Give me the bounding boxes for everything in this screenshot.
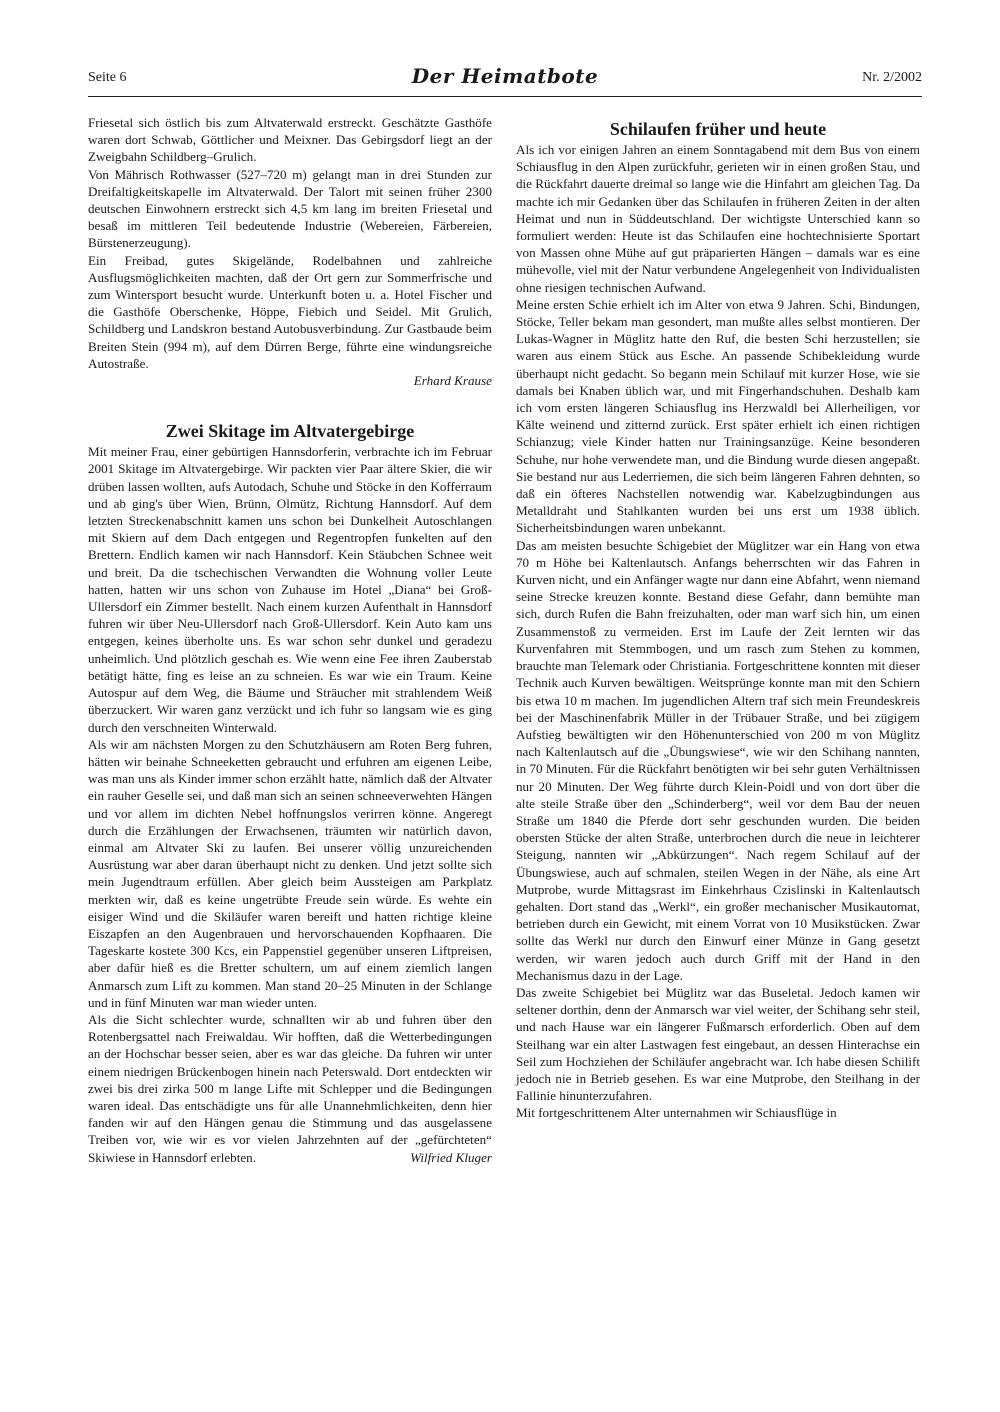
article-paragraph-text: Als die Sicht schlechter wurde, schnallten wir ab und fuhren über den Rotenbergsattel nach Freiwaldau. Wir hofften, daß die Wetterbedingungen an der Hochschar besser seien, aber es war das gleiche. Da fuhren wir unter einem niedrigen Brückenbogen hinein nach Peterswald. Dort entdeckten wir zwei bis drei zirka 500 m lange Lifte mit Schlepper und die Bedingungen waren ideal. Das entschädigte uns für alle Unannehmlichkeiten, denn hier fanden wir auf den Hängen genau die Stimmung und das ausgelassene Treiben vor, wie wir es vor vielen Jahrzehnten auf der „gefürchteten“ Skiwiese in Hannsdorf erlebten. — [88, 1011, 492, 1165]
page-number: Seite 6 — [88, 70, 127, 85]
article-title-skitage: Zwei Skitage im Altvatergebirge — [165, 421, 415, 442]
article-paragraph: Als ich vor einigen Jahren an einem Sonntagabend mit dem Bus von einem Schiausflug in den Alpen zurückfuhr, gerieten wir in einen großen Stau, und die Rückfahrt dauerte dreimal so lange wie die Hinfahrt am gleichen Tag. Da machte ich mir Gedanken über das Schilaufen in früheren Zeiten in der alten Heimat und nun in Süddeutschland. Der wichtigste Unterschied kann so formuliert werden: Heute ist das Schilaufen eine hochtechnisierte Sportart von Massen ohne Mühe auf gut präparierten Hängen – damals war es eine mühevolle, viel mit der Natur verbundene Angelegenheit von Individualisten ohne riesigen technischen Aufwand. — [516, 142, 920, 295]
article-title-schilaufen: Schilaufen früher und heute — [609, 119, 827, 139]
intro-paragraph: Friesetal sich östlich bis zum Altvaterwald erstreckt. Geschätzte Gasthöfe waren dort Schwab, Göttlicher und Meixner. Das Gebirgsdorf liegt an der Zweigbahn Schildberg–Grulich. — [88, 115, 492, 165]
article-paragraph — [88, 1011, 492, 1166]
left-column — [88, 114, 492, 1166]
article-paragraph: Als wir am nächsten Morgen zu den Schutzhäusern am Roten Berg fuhren, hätten wir beinahe Schneeketten gebraucht und erfuhren am eigenen Leibe, was man uns als Kinder immer schon erzählt hatte, nämlich daß der Altvater ein rauher Geselle sei, und daß man sich an seinen schneeverwehten Hängen und vor allem im dichten Nebel hoffnungslos verirren könne. Angeregt durch die Erzählungen der Erwachsenen, träumten wir natürlich davon, einmal am Altvater Ski zu laufen. Bei unserer völlig unzureichenden Ausrüstung war aber daran überhaupt nicht zu denken. Und jetzt sollte sich mein Jugendtraum erfüllen. Aber gleich beim Aussteigen am Parkplatz merkten wir, daß es keine ungetrübte Freude sein würde. Es wehte ein eisiger Wind und die Skiläufer waren bereift und hatten richtige kleine Eiszapfen an den Augenbrauen und hervorschauenden Kopfhaaren. Die Tageskarte kostete 300 Kcs, ein Pappenstiel gegenüber unseren Liftpreisen, aber dafür hieß es die Bretter schultern, um auf einem ziemlich langen Anmarsch zum Lift zu kommen. Man stand 20–25 Minuten in der Schlange und in fünf Minuten war man wieder unten. — [88, 736, 492, 1010]
intro-paragraph: Von Mährisch Rothwasser (527–720 m) gelangt man in drei Stunden zur Dreifaltigkeitskapelle im Altvaterwald. Der Talort mit seinen früher 2300 deutschen Einwohnern erstreckt sich 4,5 km lang im breiten Friesetal und besaß im mittleren Teil bedeutende Industrie (Webereien, Färbereien, Bürstenerzeugung). — [88, 166, 492, 251]
intro-paragraph: Ein Freibad, gutes Skigelände, Rodelbahnen und zahlreiche Ausflugsmöglichkeiten machten, daß der Ort gern zur Sommerfrische und zum Wintersport besucht wurde. Unterkunft boten u. a. Hotel Fischer und die Gasthöfe Oberschenke, Höppe, Fiebich und Seidel. Mit Grulich, Schildberg und Landskron bestand Autobusverbindung. Zur Gastbaude beim Breiten Stein (994 m), auf dem Dürren Berge, führte eine windungsreiche Autostraße. — [88, 252, 492, 371]
issue-number: Nr. 2/2002 — [862, 70, 922, 85]
section-gap — [88, 389, 492, 419]
intro-author: Erhard Krause — [413, 373, 492, 389]
page-header — [88, 64, 922, 94]
article-paragraph: Das am meisten besuchte Schigebiet der Müglitzer war ein Hang von etwa 70 m Höhe bei Kaltenlautsch. Anfangs beherrschten wir das Fahren in Kurven nicht, und ein Anfänger wagte nur dann eine Abfahrt, wenn niemand seine Strecke kreuzen konnte. Bestand diese Gefahr, dann bemühte man sich, durch Rufen die Bahn freizuhalten, oder man warf sich hin, um einen Zusammenstoß zu vermeiden. Erst im Laufe der Zeit lernten wir das Kurvenfahren mit Stemmbogen, und um rasch zum Stehen zu kommen, brauchte man Telemark oder Christiania. Fortgeschrittene konnten mit dieser Technik auch Kurven bewältigen. Weitsprünge konnte man mit den Schiern bis etwa 10 m machen. Im jugendlichen Altern traf sich mein Freundeskreis bei der Maschinenfabrik Müller in der Trübauer Straße, und bei zügigem Aufstieg bewältigten wir den Höhenunterschied von 200 m von Müglitz nach Kaltenlautsch auf die „Übungswiese“, wie wir den Schihang nannten, in 70 Minuten. Für die Rückfahrt benötigten wir bei sehr guten Verhältnissen nur 20 Minuten. Der Weg führte durch Klein-Poidl und von dort über die alte steile Straße über den „Schinderberg“, weil vor dem Bau der neuen Straße um 1840 die Pferde dort sehr geschunden wurden. Die beiden obersten Stücke der alten Straße, unterbrochen durch die neue in leichterer Steigung, nannten wir „Abkürzungen“. Nach regem Schilauf auf der Übungswiese, auch auf schmalen, steilen Wegen in der Nähe, als eine Art Mutprobe, wurde Mittagsrast im Einkehrhaus Czislinski in Kaltenlautsch gehalten. Dort stand das „Werkl“, ein großer mechanischer Musikautomat, betrieben durch ein Gewicht, mit einem Vorrat von 10 Musikstücken. Zwar sollte das Werkl nur durch den Einwurf einer Münze in Gang gesetzt werden, wir waren jedoch auch durch Griff mit der Hand in den Mechanismus dazu in der Lage. — [516, 537, 920, 983]
article-paragraph: Das zweite Schigebiet bei Müglitz war das Buseletal. Jedoch kamen wir seltener dorthin, denn der Anmarsch war viel weiter, der Schihang sehr steil, und nach Hause war ein längerer Fußmarsch erforderlich. Oben auf dem Steilhang war ein alter Lastwagen fest eingebaut, an dessen Hinterachse ein Seil zum Hochziehen der Schiläufer angebracht war. Ich habe diesen Schilift jedoch nie in Betrieb gesehen. Es war eine Mutprobe, den Steilhang in der Fallinie hinunterzufahren. — [516, 984, 920, 1104]
masthead-logo: Der Heimatbote — [411, 64, 599, 88]
header-rule — [88, 96, 922, 97]
article-author: Wilfried Kluger — [410, 1149, 492, 1165]
article-paragraph: Meine ersten Schie erhielt ich im Alter von etwa 9 Jahren. Schi, Bindungen, Stöcke, Teller bekam man gesondert, man mußte alles selbst montieren. Der Lukas-Wagner in Müglitz hatte den Ruf, die besten Schi herzustellen; sie waren aus einem Stück aus Esche. An passende Schibekleidung wurde überhaupt nicht gedacht. So begann mein Schilauf mit kurzer Hose, wie sie damals bei Knaben üblich war, und mit Fingerhandschuhen. Deshalb kam ich vom ersten längeren Schiausflug ins Herzwaldl bei Allerheiligen, vor Kälte weinend und zitternd zurück. Erst später erhielt ich einen richtigen Schianzug; viele Kinder hatten nur Trainingsanzüge. Keine besonderen Schuhe, nur hohe verwendete man, und die Bindung wurde diesen angepaßt. Sie bestand nur aus Lederriemen, die sich beim längeren Fahren dehnten, so daß ein öfteres Nachstellen notwendig war. Kabelzugbindungen aus Metalldraht und Stahlkanten wurden bei uns erst um 1938 üblich. Sicherheitsbindungen waren unbekannt. — [516, 296, 920, 536]
right-column — [516, 117, 920, 1122]
article-paragraph: Mit fortgeschrittenem Alter unternahmen wir Schiausflüge in — [516, 1105, 837, 1121]
article-paragraph: Mit meiner Frau, einer gebürtigen Hannsdorferin, verbrachte ich im Februar 2001 Skitage im Altvatergebirge. Wir packten vier Paar ältere Skier, die wir drüben lassen wollten, aufs Autodach, Schuhe und Stöcke in den Kofferraum und ab ging's über Wien, Brünn, Olmütz, Richtung Hannsdorf. Auf dem letzten Streckenabschnitt kamen uns schon bei Dunkelheit Autoschlangen mit Skiern auf dem Dach entgegen und Regentropfen funkelten auf den Brettern. Endlich kamen wir nach Hannsdorf. Kein Stäubchen Schnee weit und breit. Da die tschechischen Verwandten die Wohnung voller Leute hatten, hatten wir uns schon von Zuhause im Hotel „Diana“ bei Groß-Ullersdorf ein Zimmer bestellt. Nach einem kurzen Aufenthalt in Hannsdorf fuhren wir über Neu-Ullersdorf nach Groß-Ullersdorf. Kein Auto kam uns entgegen, keines überholte uns. Es war schon sehr dunkel und geradezu unheimlich. Und plötzlich geschah es. Wie wenn eine Fee ihren Zauberstab betätigt hätte, fing es leise an zu schneien. Es war wie ein Traum. Keine Autospur auf dem Weg, die Bäume und Sträucher mit strahlendem Weiß überzuckert. Wir waren ganz verzückt und ich fuhr so langsam wie es ging durch den verschneiten Winterwald. — [88, 444, 492, 735]
